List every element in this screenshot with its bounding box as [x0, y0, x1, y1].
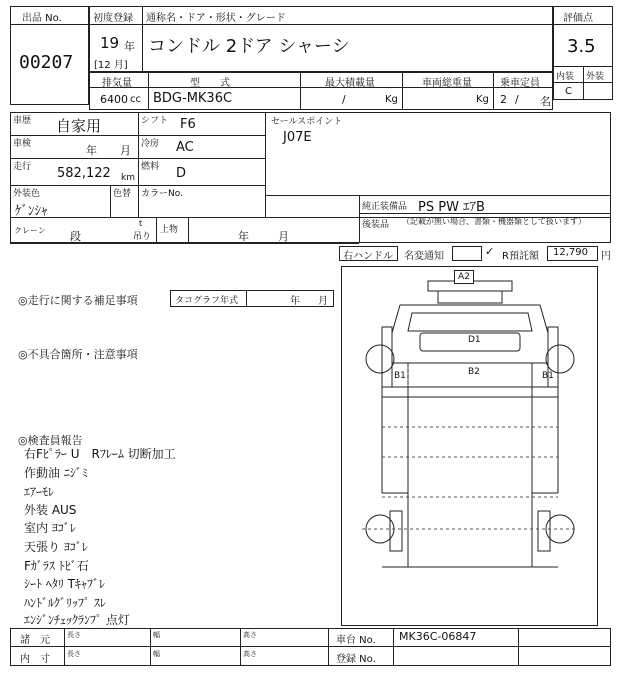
color-no-label: カラーNo.: [141, 189, 183, 199]
history-value: 自家用: [56, 117, 102, 135]
interior-height-label: 高さ: [243, 650, 257, 658]
truck-outline-svg: [342, 267, 599, 627]
aftermarket-note: （記載が無い場合、書類・機器類として扱います）: [402, 217, 586, 226]
model-name: コンドル 2ドア シャーシ: [148, 36, 350, 57]
damage-mark-b1-left: B1: [394, 371, 406, 381]
mileage-label: 走行: [13, 162, 32, 172]
registration-year: 19: [100, 34, 120, 52]
refund-yen: 円: [601, 251, 611, 262]
refund-label: R預託額: [502, 251, 539, 262]
crane-stage-unit: 段: [70, 230, 81, 243]
registration-month: [12 月]: [94, 60, 128, 71]
refund-value: 12,790: [553, 247, 588, 258]
fuel-label: 燃料: [141, 162, 160, 172]
gross-weight-label: 車両総重量: [422, 78, 472, 89]
mileage-value: 582,122: [57, 166, 111, 181]
grade-label: 評価点: [563, 13, 593, 24]
damage-mark-d1: D1: [468, 335, 481, 345]
dims-length-label: 長さ: [67, 631, 81, 639]
shift-label: シフト: [141, 116, 169, 126]
displacement-label: 排気量: [102, 78, 132, 89]
name-change-check: ✓: [485, 245, 495, 258]
report-line: ｴﾝｼﾞﾝﾁｪｯｸﾗﾝﾌﾟ 点灯: [24, 613, 130, 627]
dims-height-label: 高さ: [243, 631, 257, 639]
exterior-color-label: 外装色: [13, 189, 41, 199]
interior-width-label: 幅: [153, 650, 160, 658]
capacity-unit: 名: [540, 95, 551, 108]
report-line: ﾊﾝﾄﾞﾙｸﾞﾘｯﾌﾟ ｽﾚ: [24, 596, 106, 610]
interior-dims-label: 内 寸: [20, 654, 50, 665]
crane-label: クレーン: [14, 226, 46, 235]
sales-point-label: セールスポイント: [271, 117, 343, 127]
vehicle-diagram: [341, 266, 598, 626]
color-change-label: 色替: [113, 189, 132, 199]
chassis-no-value: MK36C-06847: [399, 630, 477, 643]
ac-label: 冷房: [141, 139, 160, 149]
inspection-label: 車検: [13, 139, 32, 149]
report-line: 外装 AUS: [24, 503, 77, 517]
equipment-label: 純正装備品: [362, 202, 408, 212]
inspector-report-label: ◎検査員報告: [18, 434, 83, 447]
lot-label: 出品 No.: [22, 13, 62, 24]
report-line: 天張り ﾖｺﾞﾚ: [24, 540, 88, 554]
inspection-month: 月: [120, 144, 131, 157]
upper-body-month: 月: [278, 230, 289, 243]
chassis-no-label: 車台 No.: [336, 635, 376, 646]
capacity-value: 2: [500, 93, 507, 106]
exterior-color-value: ｹﾞﾝｼｬ: [15, 204, 48, 219]
first-registration-label: 初度登録: [93, 13, 133, 24]
capacity-label: 乗車定員: [500, 78, 540, 89]
displacement-value: 6400: [100, 93, 128, 106]
model-name-label: 通称名・ドア・形状・グレード: [146, 13, 286, 24]
max-load-value: /: [342, 93, 346, 106]
report-line: 室内 ﾖｺﾞﾚ: [24, 521, 76, 535]
sales-point-value: J07E: [283, 130, 312, 145]
registration-year-unit: 年: [124, 40, 135, 53]
upper-body-label: 上物: [160, 225, 179, 235]
report-line: ｼｰﾄ ﾍﾀﾘ Tｷｬﾌﾞﾚ: [24, 577, 105, 591]
interior-length-label: 長さ: [67, 650, 81, 658]
lot-number: 00207: [19, 52, 74, 73]
dims-width-label: 幅: [153, 631, 160, 639]
tachograph-year: 年: [290, 296, 300, 307]
damage-mark-b2: B2: [468, 367, 480, 377]
inspection-year: 年: [86, 144, 97, 157]
upper-body-year: 年: [238, 230, 249, 243]
handle-value: 右ハンドル: [343, 251, 393, 262]
report-line: Fｶﾞﾗｽ ﾄﾋﾞ石: [24, 559, 89, 573]
shift-value: F6: [180, 117, 196, 132]
registration-no-label: 登録 No.: [336, 654, 376, 665]
footer-box: [10, 628, 611, 666]
fuel-value: D: [176, 166, 187, 181]
tachograph-month: 月: [318, 296, 328, 307]
aftermarket-label: 後装品: [362, 220, 390, 230]
max-load-label: 最大積載量: [325, 78, 375, 89]
report-line: 右Fﾋﾟﾗｰ U Rﾌﾚｰﾑ 切断加工: [24, 447, 176, 461]
model-code: BDG-MK36C: [153, 91, 233, 106]
interior-grade-label: 内装: [556, 72, 575, 82]
dims-label: 諸 元: [20, 635, 50, 646]
mileage-unit: km: [121, 173, 135, 183]
ac-value: AC: [176, 140, 194, 155]
damage-mark-a2: A2: [454, 270, 474, 284]
damage-mark-b1-right: B1: [542, 371, 554, 381]
tachograph-label: タコグラフ年式: [175, 296, 239, 306]
history-label: 車歴: [13, 116, 32, 126]
name-change-label: 名変通知: [404, 251, 444, 262]
displacement-unit: cc: [130, 94, 141, 105]
crane-hanging-label: 吊り: [133, 232, 152, 242]
defects-label: ◎不具合箇所・注意事項: [18, 348, 138, 361]
report-line: ｴｱｰﾓﾚ: [24, 485, 55, 499]
name-change-box: [452, 246, 482, 261]
max-load-unit: Kg: [385, 94, 398, 105]
exterior-grade-label: 外装: [586, 72, 605, 82]
driving-notes-label: ◎走行に関する補足事項: [18, 294, 138, 307]
gross-weight-unit: Kg: [476, 94, 489, 105]
crane-ton-unit: t: [139, 219, 143, 228]
model-code-label: 型 式: [190, 78, 230, 89]
capacity-separator: /: [515, 93, 519, 106]
report-line: 作動油 ﾆｼﾞﾐ: [24, 466, 88, 480]
interior-grade-value: C: [565, 86, 572, 97]
grade-value: 3.5: [567, 36, 596, 57]
equipment-value: PS PW ｴｱB: [418, 200, 485, 215]
